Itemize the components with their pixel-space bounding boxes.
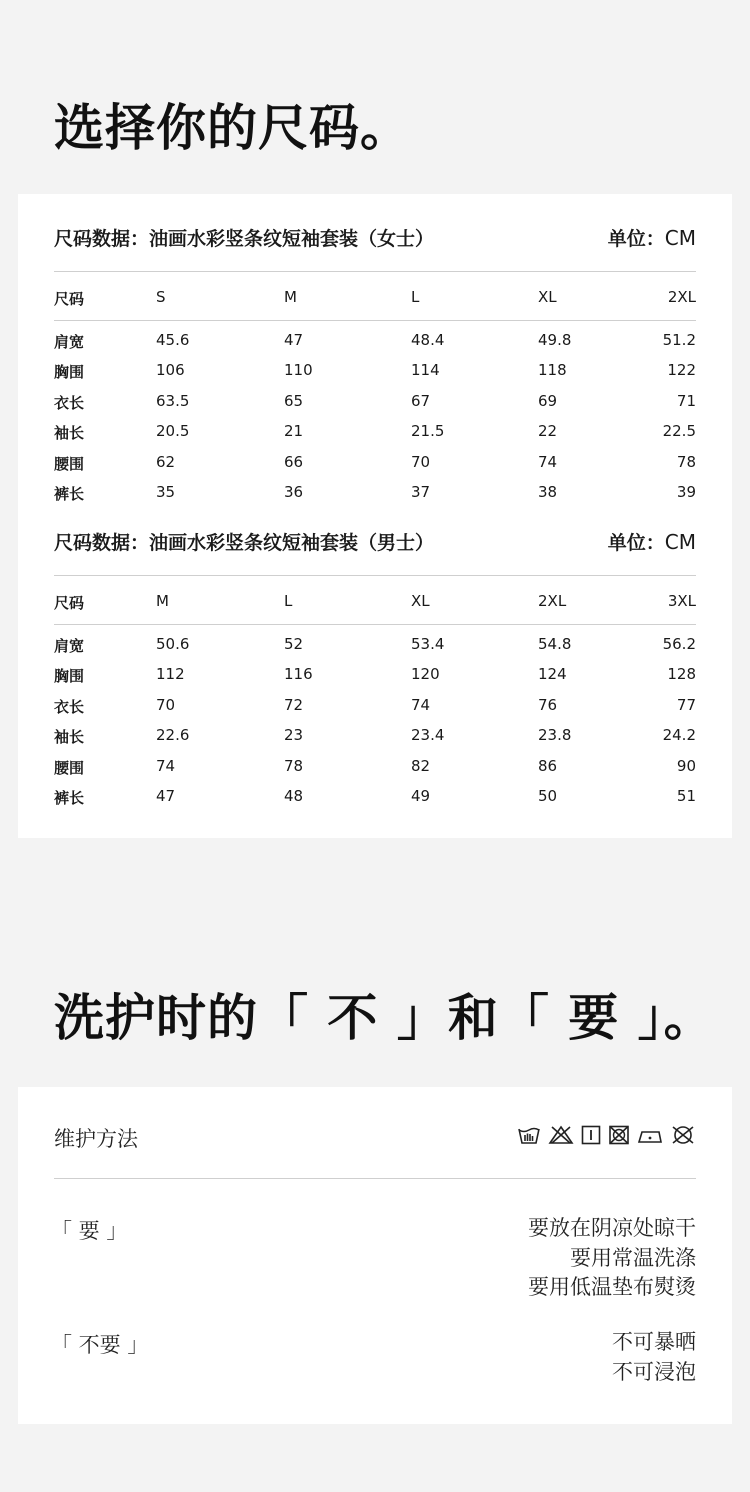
no-bleach-icon — [548, 1125, 574, 1145]
measurement-value: 51.2 — [662, 331, 696, 349]
men-size-table — [54, 528, 696, 811]
measurement-value: 52 — [284, 635, 304, 653]
measurement-value: 70 — [156, 695, 176, 714]
measurement-value: 124 — [538, 665, 567, 684]
measurement-value: 20.5 — [156, 422, 190, 441]
measurement-value: 47 — [284, 331, 304, 349]
table-row — [54, 629, 696, 659]
measurement-value: 106 — [156, 361, 185, 380]
care-dont-label: 「 不要 」 — [51, 1333, 149, 1357]
measurement-value: 74 — [411, 695, 431, 714]
measurement-value: 37 — [411, 482, 431, 501]
measurement-value: 49 — [411, 786, 431, 805]
measurement-value: 45.6 — [156, 331, 190, 349]
care-do-item: 要放在阴凉处晾干 — [528, 1216, 696, 1240]
size-table-title: 尺码数据：油画水彩竖条纹短袖套装（男士） — [54, 532, 435, 554]
size-table-title: 尺码数据：油画水彩竖条纹短袖套装（女士） — [54, 228, 435, 250]
measurement-label: 袖长 — [54, 728, 85, 747]
measurement-value: 23 — [284, 726, 304, 745]
measurement-label: 腰围 — [54, 758, 85, 777]
measurement-value: 36 — [284, 482, 304, 501]
size-table-header — [54, 224, 696, 256]
size-column-header: M — [156, 592, 169, 610]
care-divider — [54, 1178, 696, 1179]
measurement-value: 56.2 — [662, 635, 696, 653]
measurement-label: 衣长 — [54, 393, 85, 412]
size-header-row — [54, 576, 696, 624]
size-column-label: 尺码 — [54, 290, 85, 308]
measurement-value: 122 — [667, 361, 696, 380]
size-column-header: L — [411, 288, 420, 306]
measurement-value: 48.4 — [411, 331, 445, 349]
measurement-value: 50 — [538, 786, 558, 805]
unit-label: 单位： — [607, 228, 665, 250]
measurement-value: 48 — [284, 786, 304, 805]
measurement-value: 51 — [676, 786, 696, 805]
size-column-label: 尺码 — [54, 594, 85, 612]
measurement-value: 74 — [538, 452, 558, 471]
iron-low-icon — [637, 1125, 663, 1145]
size-chart-card — [18, 194, 732, 838]
measurement-value: 90 — [676, 756, 696, 775]
table-row — [54, 355, 696, 385]
measurement-value: 47 — [156, 786, 176, 805]
size-header-row — [54, 272, 696, 320]
size-column-header: M — [284, 288, 297, 306]
size-column-header: 3XL — [667, 592, 696, 610]
care-do-item: 要用常温洗涤 — [570, 1245, 696, 1270]
size-column-header: S — [156, 288, 166, 306]
table-row — [54, 447, 696, 477]
care-do-list — [528, 1214, 696, 1303]
measurement-value: 69 — [538, 391, 558, 410]
unit-indicator — [608, 224, 696, 251]
measurement-value: 112 — [156, 665, 185, 684]
measurement-value: 78 — [676, 452, 696, 471]
care-do-item: 要用低温垫布熨烫 — [528, 1275, 696, 1299]
measurement-value: 86 — [538, 756, 558, 775]
care-do-label: 「 要 」 — [51, 1219, 128, 1243]
size-table-header — [54, 528, 696, 560]
measurement-value: 63.5 — [156, 391, 190, 410]
measurement-value: 38 — [538, 482, 558, 501]
measurement-value: 76 — [538, 695, 558, 714]
size-column-header: 2XL — [667, 288, 696, 306]
measurement-label: 裤长 — [54, 788, 85, 807]
measurement-value: 70 — [411, 452, 431, 471]
size-column-header: L — [284, 592, 293, 610]
measurement-value: 22 — [538, 422, 558, 441]
measurement-value: 49.8 — [538, 331, 572, 349]
unit-value: CM — [664, 530, 696, 554]
measurement-value: 21 — [284, 422, 304, 441]
measurement-value: 23.8 — [538, 726, 572, 745]
measurement-value: 110 — [284, 361, 313, 380]
measurement-value: 72 — [284, 695, 304, 714]
measurement-value: 39 — [676, 482, 696, 501]
unit-value: CM — [664, 226, 696, 250]
hand-wash-icon — [517, 1125, 541, 1145]
care-section-heading: 洗护时的「 不 」和「 要 」。 — [54, 989, 715, 1047]
table-row — [54, 751, 696, 781]
measurement-value: 50.6 — [156, 635, 190, 653]
unit-indicator — [608, 528, 696, 555]
measurement-value: 35 — [156, 482, 176, 501]
table-row — [54, 690, 696, 720]
measurement-value: 128 — [667, 665, 696, 684]
measurement-value: 65 — [284, 391, 304, 410]
measurement-value: 118 — [538, 361, 567, 380]
measurement-value: 120 — [411, 665, 440, 684]
measurement-value: 82 — [411, 756, 431, 775]
size-table-body — [54, 321, 696, 507]
unit-label: 单位： — [607, 532, 665, 554]
measurement-value: 116 — [284, 665, 313, 684]
table-row — [54, 416, 696, 446]
measurement-value: 67 — [411, 391, 431, 410]
size-column-header: XL — [538, 288, 557, 306]
women-size-table — [54, 224, 696, 507]
size-section-heading: 选择你的尺码。 — [54, 99, 411, 157]
measurement-label: 腰围 — [54, 454, 85, 473]
size-column-header: 2XL — [538, 592, 567, 610]
table-row — [54, 477, 696, 507]
measurement-value: 54.8 — [538, 635, 572, 653]
care-card — [18, 1087, 732, 1424]
measurement-label: 肩宽 — [54, 333, 85, 351]
measurement-label: 肩宽 — [54, 637, 85, 655]
table-row — [54, 781, 696, 811]
measurement-value: 74 — [156, 756, 176, 775]
measurement-value: 77 — [676, 695, 696, 714]
table-row — [54, 386, 696, 416]
size-column-header: XL — [411, 592, 430, 610]
size-table-body — [54, 625, 696, 811]
measurement-value: 53.4 — [411, 635, 445, 653]
measurement-value: 62 — [156, 452, 176, 471]
measurement-value: 22.5 — [662, 422, 696, 441]
measurement-value: 71 — [676, 391, 696, 410]
dry-flat-icon — [581, 1125, 601, 1145]
measurement-value: 23.4 — [411, 726, 445, 745]
measurement-label: 胸围 — [54, 667, 85, 686]
measurement-value: 22.6 — [156, 726, 190, 745]
table-row — [54, 659, 696, 689]
no-dry-clean-icon — [670, 1125, 696, 1145]
measurement-value: 114 — [411, 361, 440, 380]
measurement-label: 袖长 — [54, 424, 85, 443]
table-row — [54, 325, 696, 355]
no-tumble-dry-icon — [608, 1125, 630, 1145]
measurement-value: 24.2 — [662, 726, 696, 745]
measurement-label: 衣长 — [54, 697, 85, 716]
measurement-label: 胸围 — [54, 363, 85, 382]
care-symbols — [517, 1125, 696, 1145]
care-dont-item: 不可暴晒 — [612, 1330, 696, 1354]
care-method-title: 维护方法 — [54, 1127, 138, 1151]
care-dont-item: 不可浸泡 — [612, 1359, 696, 1384]
measurement-value: 21.5 — [411, 422, 445, 441]
measurement-value: 66 — [284, 452, 304, 471]
care-dont-list — [612, 1328, 696, 1387]
measurement-value: 78 — [284, 756, 304, 775]
measurement-label: 裤长 — [54, 484, 85, 503]
table-row — [54, 720, 696, 750]
